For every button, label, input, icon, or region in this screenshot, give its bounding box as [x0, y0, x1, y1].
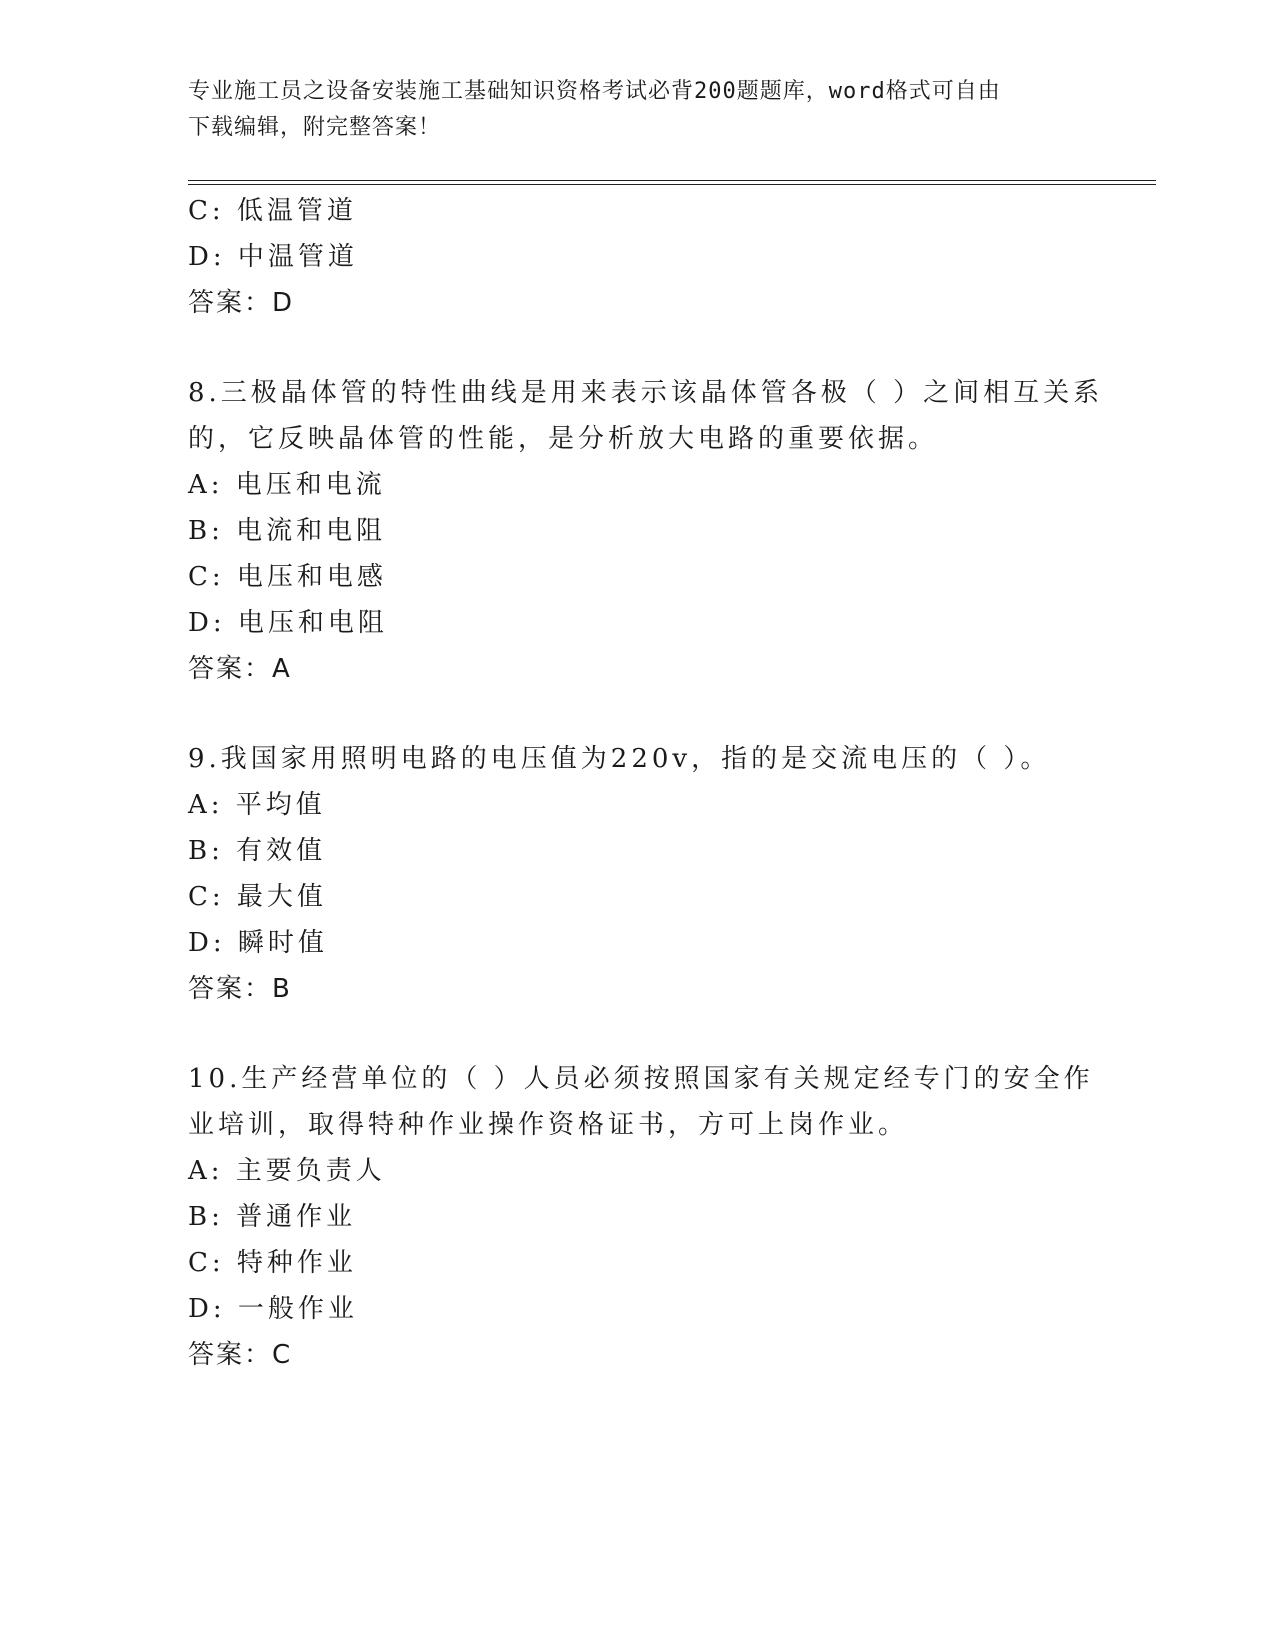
question-text: [188, 1056, 1094, 1148]
option-c: C: 最大值: [188, 882, 327, 912]
answer-label: 答案：C: [188, 1340, 293, 1370]
question-text-line: 8.三极晶体管的特性曲线是用来表示该晶体管各极（ ）之间相互关系: [188, 378, 1104, 408]
option-c: C: 低温管道: [188, 196, 357, 226]
header-rule-top: [188, 180, 1156, 181]
option-b: B: 有效值: [188, 836, 327, 866]
question-text: [188, 370, 1104, 462]
question-text-line: 9.我国家用照明电路的电压值为220v，指的是交流电压的（ ）。: [188, 744, 1051, 774]
option-a: A: 电压和电流: [188, 470, 386, 500]
answer-label: 答案：D: [188, 288, 295, 318]
question-text-line: 的，它反映晶体管的性能，是分析放大电路的重要依据。: [188, 424, 939, 454]
option-c: C: 电压和电感: [188, 562, 387, 592]
option-b: B: 普通作业: [188, 1202, 357, 1232]
partial-question: [188, 188, 1088, 326]
answer-label: 答案：B: [188, 974, 292, 1004]
option-d: D: 瞬时值: [188, 928, 328, 958]
header-line-1: 专业施工员之设备安装施工基础知识资格考试必背200题题库，word格式可自由: [188, 79, 1001, 104]
question-text: [188, 736, 1068, 782]
option-b: B: 电流和电阻: [188, 516, 387, 546]
option-d: D: 一般作业: [188, 1294, 358, 1324]
option-c: C: 特种作业: [188, 1248, 357, 1278]
option-d: D: 中温管道: [188, 242, 358, 272]
option-a: A: 主要负责人: [188, 1156, 386, 1186]
question-text-line: 业培训，取得特种作业操作资格证书，方可上岗作业。: [188, 1110, 909, 1140]
header-rule-bottom: [188, 184, 1156, 185]
header-line-2: 下载编辑，附完整答案！: [188, 115, 442, 140]
question-10: [188, 1056, 1094, 1378]
answer-label: 答案：A: [188, 654, 292, 684]
page-header: [188, 74, 1088, 146]
option-d: D: 电压和电阻: [188, 608, 388, 638]
question-content: [188, 188, 1104, 1378]
option-a: A: 平均值: [188, 790, 326, 820]
question-8: [188, 370, 1104, 692]
question-text-line: 10.生产经营单位的（ ）人员必须按照国家有关规定经专门的安全作: [188, 1064, 1094, 1094]
question-9: [188, 736, 1088, 1012]
